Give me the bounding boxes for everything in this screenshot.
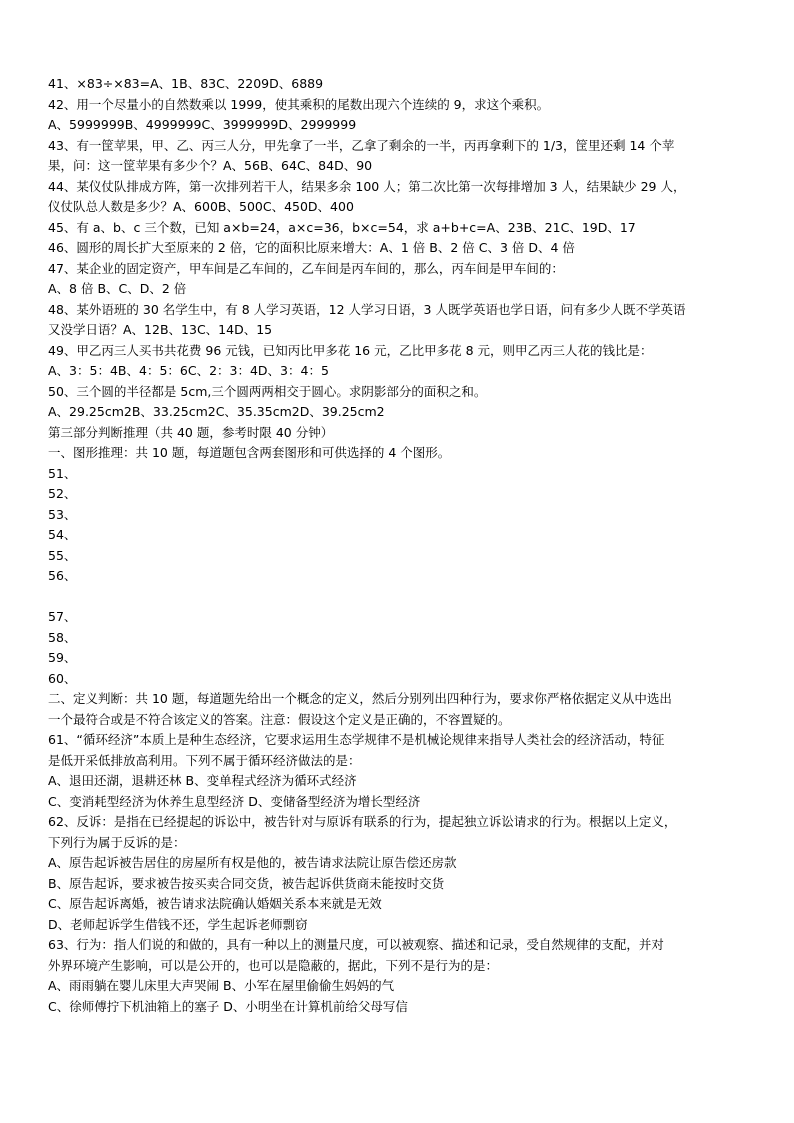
text-line: 63、行为：指人们说的和做的，具有一种以上的测量尺度，可以被观察、描述和记录，受自然规律的支配，并对 — [48, 937, 664, 952]
blank-line — [48, 587, 748, 608]
text-line: 52、 — [48, 486, 77, 501]
text-line: 41、×83÷×83=A、1B、83C、2209D、6889 — [48, 76, 324, 91]
text-line: A、退田还湖，退耕还林 B、变单程式经济为循环式经济 — [48, 773, 357, 788]
text-line: 果，问：这一筐苹果有多少个？A、56B、64C、84D、90 — [48, 158, 373, 173]
text-line: A、原告起诉被告居住的房屋所有权是他的，被告请求法院让原告偿还房款 — [48, 855, 457, 870]
text-line: 43、有一筐苹果，甲、乙、丙三人分，甲先拿了一半，乙拿了剩余的一半，丙再拿剩下的 1/3，筐里还剩 14 个苹 — [48, 137, 675, 153]
text-line: 55、 — [48, 547, 77, 563]
text-line: 56、 — [48, 568, 77, 583]
text-line: A、29.25cm2B、33.25cm2C、35.35cm2D、39.25cm2 — [48, 404, 385, 419]
text-line: C、变消耗型经济为休养生息型经济 D、变储备型经济为增长型经济 — [48, 793, 421, 809]
text-line: 59、 — [48, 650, 77, 665]
text-line: 又没学日语？A、12B、13C、14D、15 — [48, 322, 273, 337]
text-line: A、5999999B、4999999C、3999999D、2999999 — [48, 117, 357, 132]
text-line: 50、三个圆的半径都是 5cm,三个圆两两相交于圆心。求阴影部分的面积之和。 — [48, 383, 487, 399]
text-line: 54、 — [48, 527, 77, 542]
document-page — [48, 74, 748, 1017]
text-line: 外界环境产生影响，可以是公开的，也可以是隐蔽的，据此，下列不是行为的是： — [48, 957, 499, 973]
text-line: A、8 倍 B、C、D、2 倍 — [48, 281, 187, 296]
text-line: 二、定义判断：共 10 题，每道题先给出一个概念的定义，然后分别列出四种行为，要求你严格依据定义从中选出 — [48, 691, 672, 706]
text-line: C、徐师傅拧下机油箱上的塞子 D、小明坐在计算机前给父母写信 — [48, 998, 408, 1014]
text-line: 58、 — [48, 629, 77, 645]
text-line: 57、 — [48, 609, 77, 624]
text-line: 62、反诉：是指在已经提起的诉讼中，被告针对与原诉有联系的行为，提起独立诉讼请求的行为。根据以上定义， — [48, 814, 677, 829]
text-line: 53、 — [48, 506, 77, 522]
text-line: D、老师起诉学生借钱不还，学生起诉老师剽窃 — [48, 916, 308, 932]
text-line: B、原告起诉，要求被告按买卖合同交货，被告起诉供货商未能按时交货 — [48, 875, 445, 891]
text-line: 44、某仪仗队排成方阵，第一次排列若干人，结果多余 100 人；第二次比第一次每排增加 3 人，结果缺少 29 人， — [48, 178, 686, 194]
text-line: 一个最符合或是不符合该定义的答案。注意：假设这个定义是正确的，不容置疑的。 — [48, 711, 511, 727]
text-line: 49、甲乙丙三人买书共花费 96 元钱，已知丙比甲多花 16 元，乙比甲多花 8 元，则甲乙丙三人花的钱比是： — [48, 342, 653, 358]
text-line: 是低开采低排放高利用。下列不属于循环经济做法的是： — [48, 752, 361, 768]
text-line: C、原告起诉离婚，被告请求法院确认婚姻关系本来就是无效 — [48, 896, 382, 911]
text-line: A、3：5：4B、4：5：6C、2：3：4D、3：4：5 — [48, 363, 329, 378]
text-line: 下列行为属于反诉的是： — [48, 834, 186, 850]
text-line: 60、 — [48, 670, 77, 686]
text-line: 47、某企业的固定资产，甲车间是乙车间的，乙车间是丙车间的，那么，丙车间是甲车间的： — [48, 260, 564, 276]
text-line: A、雨雨躺在婴儿床里大声哭闹 B、小军在屋里偷偷生妈妈的气 — [48, 978, 395, 993]
text-line: 51、 — [48, 465, 77, 481]
text-line: 46、圆形的周长扩大至原来的 2 倍，它的面积比原来增大：A、1 倍 B、2 倍 C、3 倍 D、4 倍 — [48, 240, 575, 255]
text-line: 一、图形推理：共 10 题，每道题包含两套图形和可供选择的 4 个图形。 — [48, 445, 451, 460]
text-line: 48、某外语班的 30 名学生中，有 8 人学习英语，12 人学习日语，3 人既学英语也学日语，问有多少人既不学英语 — [48, 301, 686, 317]
text-line: 45、有 a、b、c 三个数，已知 a×b=24，a×c=36，b×c=54，求 a+b+c=A、23B、21C、19D、17 — [48, 219, 636, 235]
text-line: 61、“循环经济”本质上是种生态经济，它要求运用生态学规律不是机械论规律来指导人类社会的经济活动，特征 — [48, 732, 665, 747]
text-line: 第三部分判断推理（共 40 题，参考时限 40 分钟） — [48, 424, 334, 440]
text-line: 仪仗队总人数是多少？A、600B、500C、450D、400 — [48, 199, 354, 214]
text-line: 42、用一个尽量小的自然数乘以 1999，使其乘积的尾数出现六个连续的 9，求这个乘积。 — [48, 96, 550, 112]
